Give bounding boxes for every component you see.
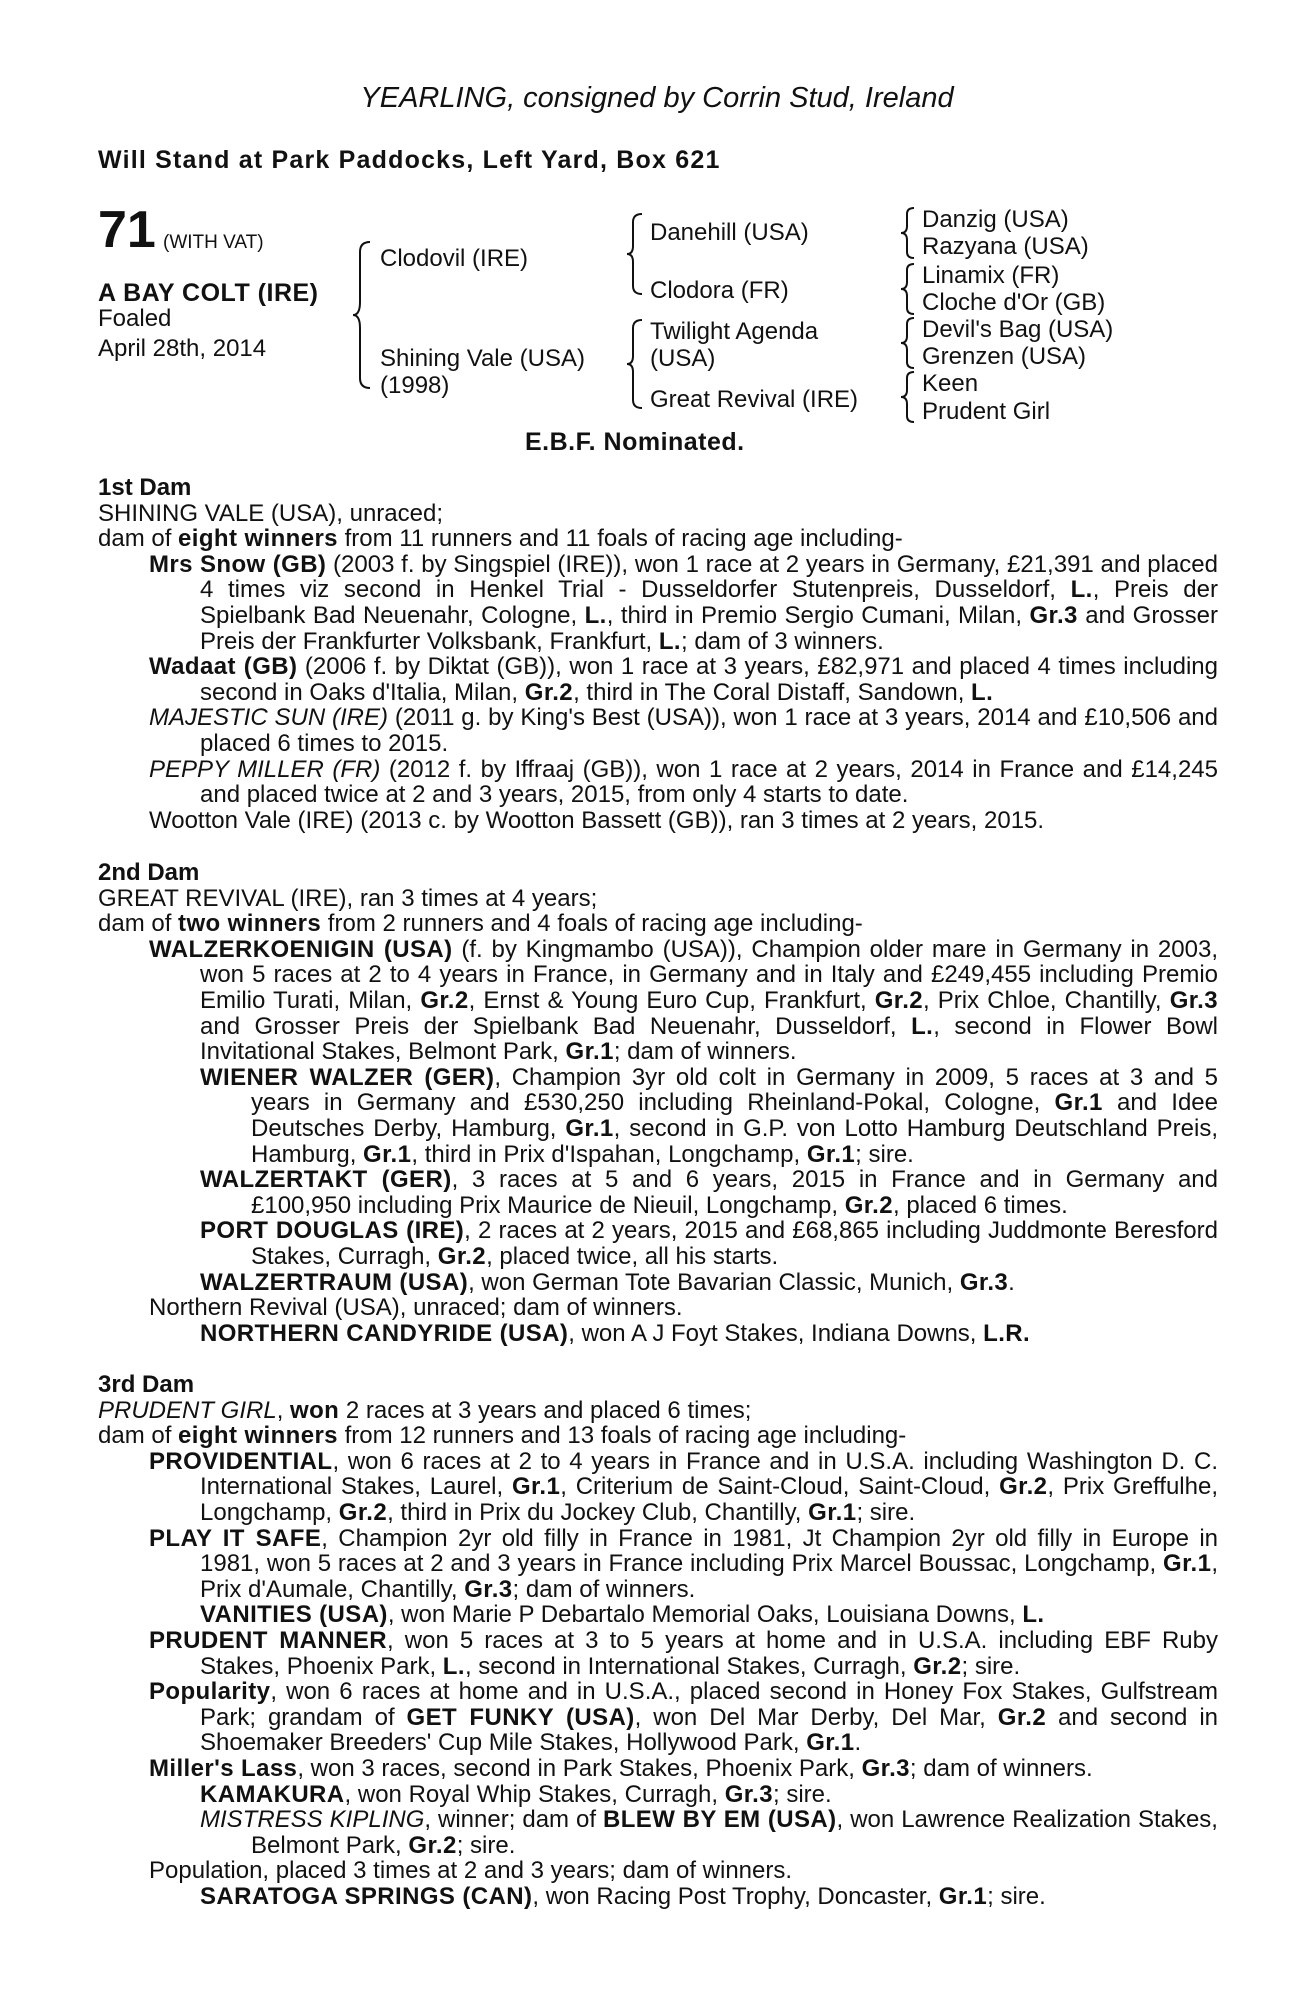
produce-entry: Northern Revival (USA), unraced; dam of winners. bbox=[149, 1294, 683, 1322]
race-grade: L. bbox=[1022, 1601, 1045, 1629]
race-grade: Gr.1 bbox=[565, 1114, 614, 1142]
text: and Grosser Preis der Frankfurter Volksbank, Frankfurt, bbox=[200, 601, 1219, 655]
produce-entry bbox=[149, 552, 1218, 654]
consignment-line: YEARLING, consigned by Corrin Stud, Ireland bbox=[360, 82, 954, 114]
pedigree-g1: Danzig (USA) bbox=[922, 206, 1069, 233]
text: dam of bbox=[98, 910, 179, 938]
horse-name: MAJESTIC SUN (IRE) bbox=[149, 704, 389, 732]
pedigree-g6: Grenzen (USA) bbox=[922, 343, 1087, 370]
race-grade: Gr.3 bbox=[464, 1575, 513, 1603]
first-dam-summary: SHINING VALE (USA), unraced; bbox=[98, 499, 443, 527]
produce-entry bbox=[149, 1526, 1218, 1603]
race-grade: Gr.1 bbox=[511, 1473, 561, 1501]
produce-sub-entry bbox=[200, 1270, 1218, 1296]
horse-name: GET FUNKY (USA) bbox=[406, 1703, 635, 1731]
text: ; dam of winners. bbox=[613, 1038, 797, 1066]
lot-number: 71 bbox=[98, 201, 156, 259]
race-grade: Gr.1 bbox=[1054, 1089, 1103, 1117]
produce-entry bbox=[149, 1628, 1218, 1679]
text: from 12 runners and 13 foals of racing age including- bbox=[337, 1422, 907, 1450]
text: , second in Flower Bowl Invitational Stakes, Belmont Park, bbox=[200, 1012, 1218, 1066]
text: , won 3 races, second in Park Stakes, Phoenix Park, bbox=[297, 1754, 862, 1782]
text: ; sire. bbox=[856, 1498, 916, 1526]
text: , won 6 races at home and in U.S.A., placed second in Honey Fox Stakes, Gulfstream Park; grandam of bbox=[200, 1678, 1218, 1731]
horse-name: NORTHERN CANDYRIDE (USA) bbox=[200, 1319, 569, 1347]
pedigree-brace-g2 bbox=[898, 262, 918, 316]
race-grade: Gr.2 bbox=[999, 1473, 1048, 1501]
text: , won Del Mar Derby, Del Mar, bbox=[634, 1703, 998, 1731]
produce-entry bbox=[149, 1679, 1218, 1756]
race-grade: Gr.3 bbox=[1029, 601, 1078, 629]
race-grade: Gr.2 bbox=[524, 678, 574, 706]
text: and Idee Deutsches Derby, Hamburg, bbox=[251, 1089, 1218, 1142]
race-grade: Gr.1 bbox=[1163, 1550, 1212, 1578]
horse-name: MISTRESS KIPLING bbox=[200, 1806, 425, 1834]
text: dam of bbox=[98, 525, 179, 553]
produce-sub-entry bbox=[200, 1321, 1218, 1347]
text: , third in Premio Sergio Cumani, Milan, bbox=[606, 601, 1030, 629]
vat-note: (WITH VAT) bbox=[163, 232, 264, 253]
third-dam-summary bbox=[98, 1398, 1218, 1424]
produce-entry bbox=[149, 937, 1218, 1065]
pedigree-brace-g3 bbox=[898, 316, 918, 370]
second-dam-produce-intro bbox=[98, 911, 1218, 937]
foaled-date: April 28th, 2014 bbox=[98, 335, 267, 362]
text: , 2 races at 2 years, 2015 and £68,865 including Juddmonte Beresford Stakes, Curragh, bbox=[251, 1217, 1218, 1270]
race-grade: L. bbox=[971, 678, 994, 706]
pedigree-g2: Razyana (USA) bbox=[922, 233, 1089, 260]
horse-name: A BAY COLT (IRE) bbox=[98, 279, 319, 307]
race-grade: Gr.2 bbox=[997, 1703, 1047, 1731]
third-dam-produce-intro bbox=[98, 1423, 1218, 1449]
produce-sub-entry bbox=[200, 1065, 1218, 1167]
text: , placed 6 times. bbox=[893, 1191, 1068, 1219]
text: , won 5 races at 3 to 5 years at home and in U.S.A. including EBF Ruby Stakes, Phoenix Park, bbox=[200, 1626, 1218, 1680]
second-dam-summary: GREAT REVIVAL (IRE), ran 3 times at 4 years; bbox=[98, 884, 598, 912]
produce-sub-entry bbox=[200, 1884, 1218, 1910]
horse-name: Wadaat (GB) bbox=[149, 653, 298, 681]
horse-name: Mrs Snow (GB) bbox=[149, 550, 327, 578]
horse-name: VANITIES (USA) bbox=[200, 1601, 388, 1629]
text: , won German Tote Bavarian Classic, Munich, bbox=[468, 1268, 960, 1296]
pedigree-g4: Cloche d'Or (GB) bbox=[922, 289, 1106, 316]
produce-sub-entry bbox=[200, 1167, 1218, 1218]
horse-name: WIENER WALZER (GER) bbox=[200, 1063, 495, 1091]
pedigree-g7: Keen bbox=[922, 370, 979, 397]
winners-count: eight winners bbox=[178, 1422, 338, 1450]
race-grade: L. bbox=[442, 1652, 465, 1680]
race-grade: Gr.2 bbox=[874, 986, 924, 1014]
horse-name: PROVIDENTIAL bbox=[149, 1447, 333, 1475]
ebf-nomination: E.B.F. Nominated. bbox=[525, 428, 745, 456]
race-grade: Gr.3 bbox=[959, 1268, 1009, 1296]
race-grade: Gr.2 bbox=[420, 986, 469, 1014]
text: , bbox=[276, 1396, 291, 1424]
horse-name: WALZERTAKT (GER) bbox=[200, 1166, 452, 1194]
text: , Prix Chloe, Chantilly, bbox=[923, 986, 1170, 1014]
produce-entry bbox=[149, 1756, 1218, 1782]
produce-sub-entry bbox=[200, 1782, 1218, 1808]
race-grade: L. bbox=[911, 1012, 934, 1040]
text: ; sire. bbox=[773, 1780, 832, 1808]
race-grade: Gr.1 bbox=[938, 1882, 988, 1910]
pedigree-dam-name: Shining Vale (USA) bbox=[380, 345, 585, 372]
pedigree-brace-sire-dam bbox=[350, 240, 374, 390]
pedigree-g8: Prudent Girl bbox=[922, 398, 1051, 425]
text: , third in Prix du Jockey Club, Chantilly, bbox=[387, 1498, 809, 1526]
horse-name: PEPPY MILLER (FR) bbox=[149, 755, 381, 783]
race-grade: Gr.2 bbox=[338, 1498, 388, 1526]
text: , Prix Greffulhe, Longchamp, bbox=[200, 1473, 1218, 1526]
race-grade: Gr.1 bbox=[806, 1140, 856, 1168]
race-grade: L. bbox=[584, 601, 607, 629]
text: , won A J Foyt Stakes, Indiana Downs, bbox=[568, 1319, 984, 1347]
text: , Champion 3yr old colt in Germany in 2009, 5 races at 3 and 5 years in Germany and £530,250 including Rheinland-Pokal, Cologne, bbox=[251, 1063, 1219, 1117]
text: , won Racing Post Trophy, Doncaster, bbox=[532, 1882, 939, 1910]
third-dam-section bbox=[98, 1372, 1218, 1909]
pedigree-dam bbox=[380, 345, 585, 399]
race-grade: Gr.1 bbox=[363, 1140, 412, 1168]
race-grade: Gr.2 bbox=[437, 1242, 487, 1270]
pedigree-g5: Devil's Bag (USA) bbox=[922, 316, 1114, 343]
horse-name: PLAY IT SAFE bbox=[149, 1524, 322, 1552]
horse-name: Miller's Lass bbox=[149, 1754, 298, 1782]
text: (2006 f. by Diktat (GB)), won 1 race at 3 years, £82,971 and placed 4 times including second in Oaks d'Italia, Milan, bbox=[200, 653, 1219, 706]
produce-sub-entry bbox=[200, 1218, 1218, 1269]
horse-name: SARATOGA SPRINGS (CAN) bbox=[200, 1882, 533, 1910]
race-grade: L. bbox=[1070, 576, 1093, 604]
pedigree-brace-g4 bbox=[898, 370, 918, 424]
race-grade: Gr.3 bbox=[1169, 986, 1218, 1014]
text: , won Lawrence Realization Stakes, Belmont Park, bbox=[251, 1806, 1218, 1859]
text: and Grosser Preis der Spielbank Bad Neuenahr, Dusseldorf, bbox=[200, 1012, 912, 1040]
text: , second in International Stakes, Curragh, bbox=[464, 1652, 914, 1680]
foaled-info bbox=[98, 304, 266, 364]
text: ; dam of winners. bbox=[909, 1754, 1093, 1782]
text: 2 races at 3 years and placed 6 times; bbox=[339, 1396, 752, 1424]
text: , won 6 races at 2 to 4 years in France and in U.S.A. including Washington D. C. International Stakes, Laurel, bbox=[200, 1447, 1218, 1501]
horse-name: WALZERTRAUM (USA) bbox=[200, 1268, 469, 1296]
text: from 11 runners and 11 foals of racing age including- bbox=[337, 525, 903, 553]
stand-location: Will Stand at Park Paddocks, Left Yard, Box 621 bbox=[98, 146, 721, 174]
pedigree-sire: Clodovil (IRE) bbox=[380, 245, 529, 272]
text: , won Marie P Debartalo Memorial Oaks, Louisiana Downs, bbox=[387, 1601, 1023, 1629]
first-dam-title: 1st Dam bbox=[98, 474, 192, 501]
text: and second in Shoemaker Breeders' Cup Mile Stakes, Hollywood Park, bbox=[200, 1703, 1218, 1757]
produce-sub-entry bbox=[200, 1602, 1218, 1628]
first-dam-produce-intro bbox=[98, 526, 1218, 552]
second-dam-title: 2nd Dam bbox=[98, 859, 200, 886]
text: , Champion 2yr old filly in France in 1981, Jt Champion 2yr old filly in Europe in 1981, won 5 races at 2 and 3 years in France including Prix Marcel Boussac, Longchamp, bbox=[200, 1524, 1219, 1578]
text: ; dam of 3 winners. bbox=[680, 627, 884, 655]
produce-entry bbox=[149, 757, 1218, 808]
text: (2003 f. by Singspiel (IRE)), won 1 race at 2 years in Germany, £21,391 and placed 4 times viz second in Henkel Trial - Dusseldorfer Stutenpreis, Dusseldorf, bbox=[200, 550, 1218, 604]
text: (f. by Kingmambo (USA)), Champion older mare in Germany in 2003, won 5 races at 2 to 4 years in France, in Germany and in Italy and £249,455 including Premio Emilio Turati, Milan, bbox=[200, 935, 1218, 1014]
horse-name: KAMAKURA bbox=[200, 1780, 345, 1808]
pedigree-dam-dam: Great Revival (IRE) bbox=[650, 386, 859, 413]
pedigree-dam-sire-country: (USA) bbox=[650, 345, 716, 372]
pedigree-brace-dam bbox=[624, 318, 646, 410]
text: . bbox=[854, 1729, 862, 1757]
produce-sub-entry bbox=[200, 1807, 1218, 1858]
race-grade: Gr.3 bbox=[861, 1754, 910, 1782]
race-grade: Gr.2 bbox=[844, 1191, 893, 1219]
text: , placed twice, all his starts. bbox=[486, 1242, 779, 1270]
horse-name: PRUDENT MANNER bbox=[149, 1626, 388, 1654]
text: , winner; dam of bbox=[424, 1806, 603, 1834]
text: (2012 f. by Iffraaj (GB)), won 1 race at 2 years, 2014 in France and £14,245 and placed twice at 2 and 3 years, 2015, from only 4 starts to date. bbox=[200, 755, 1218, 809]
text: , third in Prix d'Ispahan, Longchamp, bbox=[411, 1140, 807, 1168]
text: dam of bbox=[98, 1422, 179, 1450]
text: ; sire. bbox=[456, 1831, 516, 1859]
text: , second in G.P. von Lotto Hamburg Deutschland Preis, Hamburg, bbox=[251, 1114, 1219, 1168]
text: from 2 runners and 4 foals of racing age including- bbox=[321, 910, 863, 938]
winners-count: two winners bbox=[178, 910, 322, 938]
text: , 3 races at 5 and 6 years, 2015 in France and in Germany and £100,950 including Prix Maurice de Nieuil, Longchamp, bbox=[251, 1166, 1218, 1219]
text: ; dam of winners. bbox=[512, 1575, 696, 1603]
text: ; sire. bbox=[987, 1882, 1046, 1910]
foaled-label: Foaled bbox=[98, 305, 172, 332]
horse-name: PRUDENT GIRL bbox=[98, 1396, 277, 1424]
pedigree-sire-dam: Clodora (FR) bbox=[650, 277, 789, 304]
text: , third in The Coral Distaff, Sandown, bbox=[573, 678, 972, 706]
won-label: won bbox=[290, 1396, 340, 1424]
pedigree-brace-sire bbox=[624, 212, 646, 296]
text: (2011 g. by King's Best (USA)), won 1 race at 3 years, 2014 and £10,506 and placed 6 times to 2015. bbox=[200, 704, 1218, 757]
text: , won Royal Whip Stakes, Curragh, bbox=[344, 1780, 725, 1808]
horse-name: BLEW BY EM (USA) bbox=[603, 1806, 837, 1834]
text: ; sire. bbox=[961, 1652, 1021, 1680]
second-dam-section bbox=[98, 860, 1218, 1346]
race-grade: L. bbox=[658, 627, 681, 655]
pedigree-dam-sire-name: Twilight Agenda bbox=[650, 318, 819, 345]
text: , Ernst & Young Euro Cup, Frankfurt, bbox=[468, 986, 875, 1014]
text: ; sire. bbox=[855, 1140, 914, 1168]
text: , Prix d'Aumale, Chantilly, bbox=[200, 1550, 1218, 1603]
produce-entry: Wootton Vale (IRE) (2013 c. by Wootton Bassett (GB)), ran 3 times at 2 years, 2015. bbox=[149, 806, 1045, 834]
third-dam-title: 3rd Dam bbox=[98, 1371, 195, 1398]
race-grade: Gr.3 bbox=[724, 1780, 773, 1808]
race-grade: Gr.1 bbox=[806, 1729, 855, 1757]
text: , Criterium de Saint-Cloud, Saint-Cloud, bbox=[560, 1473, 1000, 1501]
first-dam-section bbox=[98, 475, 1218, 833]
horse-name: PORT DOUGLAS (IRE) bbox=[200, 1217, 465, 1245]
winners-count: eight winners bbox=[178, 525, 338, 553]
race-grade: Gr.2 bbox=[913, 1652, 962, 1680]
race-grade: Gr.1 bbox=[565, 1038, 614, 1066]
produce-entry bbox=[149, 654, 1218, 705]
produce-entry: Population, placed 3 times at 2 and 3 years; dam of winners. bbox=[149, 1857, 793, 1885]
pedigree-dam-year: (1998) bbox=[380, 372, 450, 399]
horse-name: Popularity bbox=[149, 1678, 271, 1706]
produce-entry bbox=[149, 705, 1218, 756]
race-grade: L.R. bbox=[983, 1319, 1031, 1347]
pedigree-dam-sire bbox=[650, 318, 818, 372]
text: . bbox=[1008, 1268, 1015, 1296]
pedigree-brace-g1 bbox=[898, 206, 918, 260]
pedigree-sire-sire: Danehill (USA) bbox=[650, 219, 809, 246]
pedigree-g3: Linamix (FR) bbox=[922, 262, 1060, 289]
text: , Preis der Spielbank Bad Neuenahr, Cologne, bbox=[200, 576, 1218, 629]
horse-name: WALZERKOENIGIN (USA) bbox=[149, 935, 453, 963]
produce-entry bbox=[149, 1449, 1218, 1526]
race-grade: Gr.1 bbox=[808, 1498, 857, 1526]
race-grade: Gr.2 bbox=[408, 1831, 457, 1859]
